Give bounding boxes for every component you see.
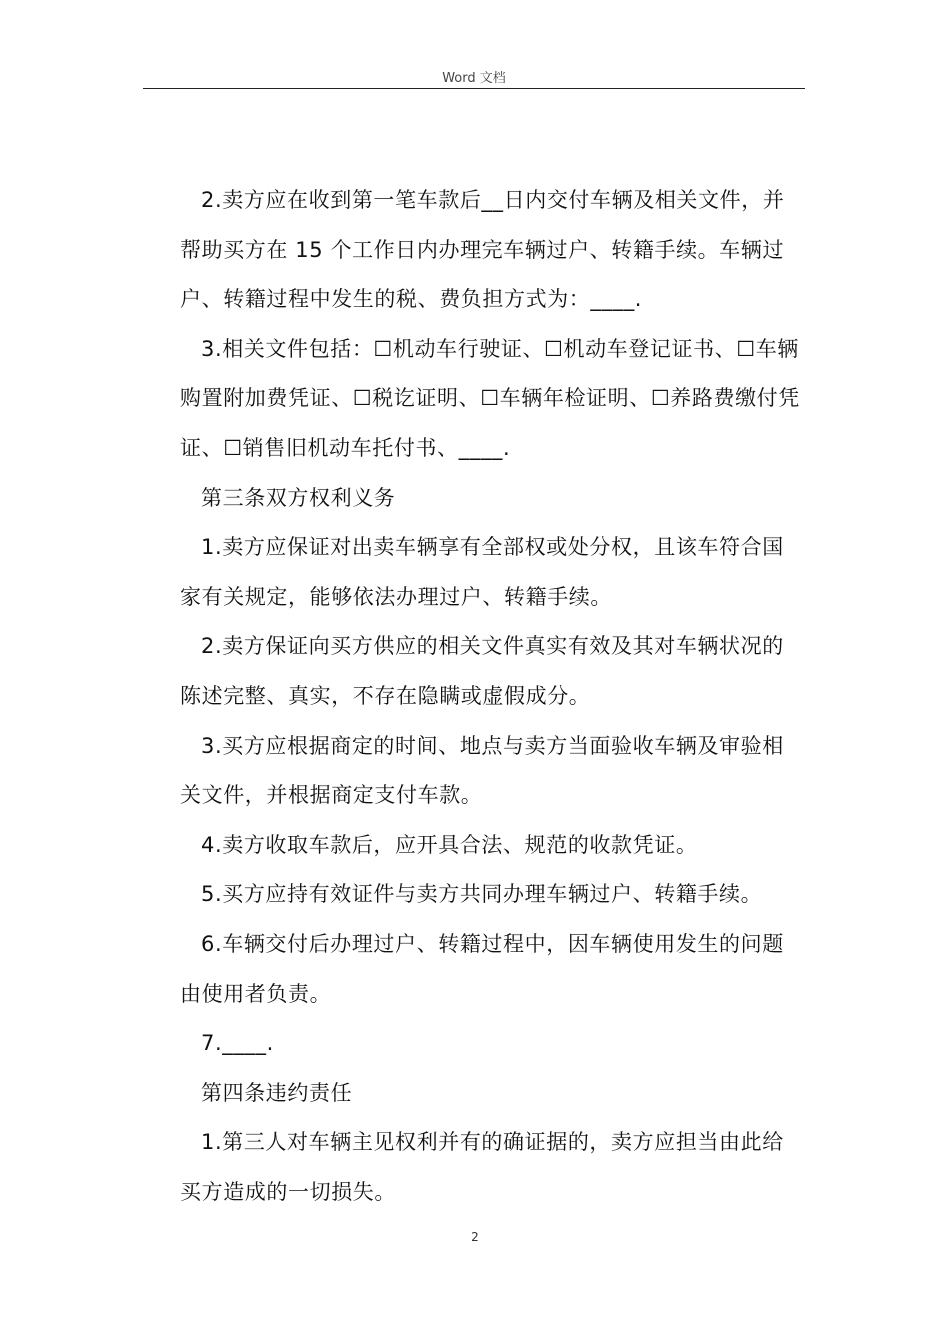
- paragraph-related-documents: 3.相关文件包括：☐机动车行驶证、☐机动车登记证书、☐车辆购置附加费凭证、☐税讫证明、☐车辆年检证明、☐养路费缴付凭证、☐销售旧机动车托付书、____.: [180, 336, 800, 460]
- document-body: [180, 176, 805, 1217]
- section-heading-liability: 第四条违约责任: [201, 1080, 353, 1105]
- paragraph-clause-6: 6.车辆交付后办理过户、转籍过程中，因车辆使用发生的问题由使用者负责。: [180, 931, 784, 1006]
- paragraph-clause-1: 1.卖方应保证对出卖车辆享有全部权或处分权，且该车符合国家有关规定，能够依法办理过户、转籍手续。: [180, 535, 784, 609]
- page-number: 2: [471, 1230, 479, 1244]
- header-title: Word 文档: [442, 71, 506, 86]
- section-heading-rights-obligations: 第三条双方权利义务: [201, 485, 396, 510]
- paragraph-liability-1: 1.第三人对车辆主见权利并有的确证据的，卖方应担当由此给买方造成的一切损失。: [180, 1130, 784, 1204]
- paragraph-clause-7: 7.____.: [201, 1031, 274, 1056]
- paragraph-clause-2: 2.卖方保证向买方供应的相关文件真实有效及其对车辆状况的陈述完整、真实，不存在隐瞒或虚假成分。: [180, 634, 784, 708]
- paragraph-clause-4: 4.卖方收取车款后，应开具合法、规范的收款凭证。: [201, 832, 698, 857]
- paragraph-delivery-terms: 2.卖方应在收到第一笔车款后__日内交付车辆及相关文件，并帮助买方在 15 个工作日内办理完车辆过户、转籍手续。车辆过户、转籍过程中发生的税、费负担方式为：____.: [180, 188, 785, 312]
- page-header: [143, 64, 805, 89]
- paragraph-clause-3: 3.买方应根据商定的时间、地点与卖方当面验收车辆及审验相关文件，并根据商定支付车款。: [180, 733, 784, 808]
- paragraph-clause-5: 5.买方应持有效证件与卖方共同办理车辆过户、转籍手续。: [201, 882, 763, 907]
